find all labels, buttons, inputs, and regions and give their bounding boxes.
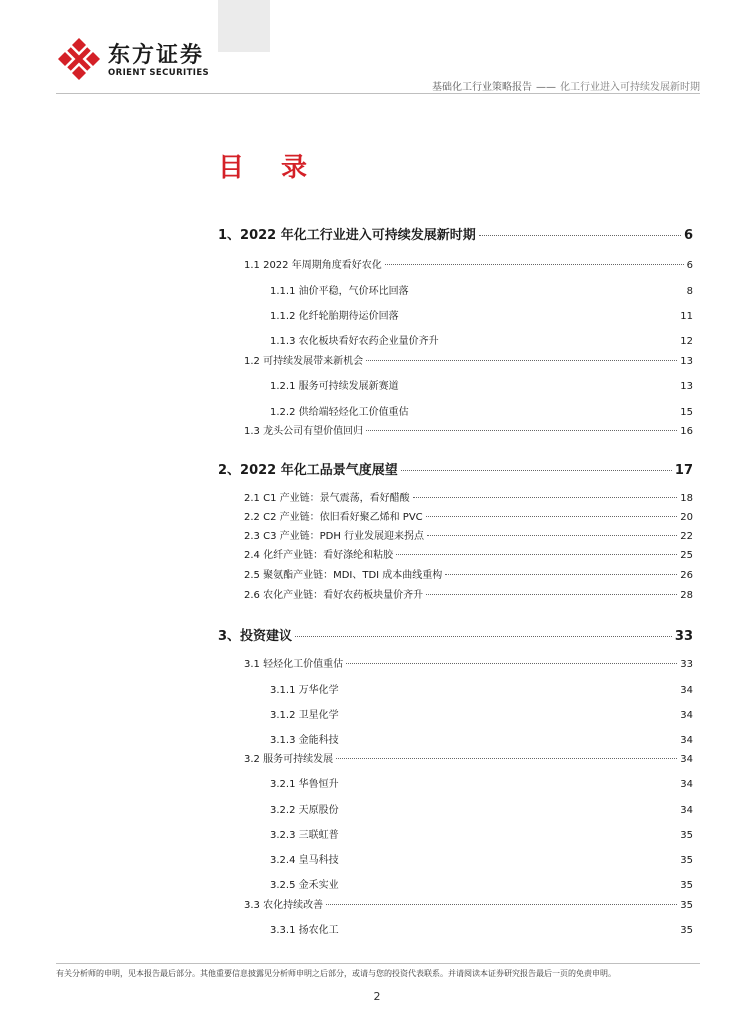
toc-dot-leader (396, 554, 677, 555)
toc-entry-label: 1.1.3 农化板块看好农药企业量价齐升 (270, 336, 439, 347)
toc-entry-label: 3.2.1 华鲁恒升 (270, 779, 339, 790)
toc-dot-leader (413, 497, 678, 498)
toc-entry[interactable] (270, 377, 693, 392)
toc-entry-page: 34 (680, 779, 693, 790)
page-number: 2 (373, 990, 381, 1003)
toc-entry-page: 33 (674, 629, 693, 644)
toc-entry[interactable] (270, 876, 693, 891)
brand-name-cn: 东方证券 (108, 43, 205, 68)
toc-entry-page: 25 (680, 550, 693, 561)
toc-entry[interactable] (244, 655, 693, 670)
toc-entry[interactable] (270, 332, 693, 347)
toc-entry-label: 1.3 龙头公司有望价值回归 (244, 426, 364, 437)
toc-entry-page: 28 (680, 590, 693, 601)
toc-entry[interactable] (270, 706, 693, 721)
toc-entry-page: 35 (680, 880, 693, 891)
toc-entry-page: 18 (680, 493, 693, 504)
toc-entry-label: 3.3 农化持续改善 (244, 900, 324, 911)
toc-entry-label: 1.1 2022 年周期角度看好农化 (244, 260, 382, 271)
toc-dot-leader (445, 574, 677, 575)
toc-dot-leader (336, 758, 677, 759)
toc-dot-leader (326, 904, 677, 905)
toc-entry-page: 13 (680, 356, 693, 367)
toc-title: 目 录 (218, 153, 322, 183)
toc-entry-label: 2.1 C1 产业链：景气震荡，看好醋酸 (244, 493, 410, 504)
toc-entry-page: 13 (680, 381, 693, 392)
toc-entry-label: 1.2 可持续发展带来新机会 (244, 356, 364, 367)
toc-entry[interactable] (270, 731, 693, 746)
toc-entry-page: 12 (680, 336, 693, 347)
toc-entry-label: 3.1.1 万华化学 (270, 685, 339, 696)
toc-entry-label: 2.6 农化产业链：看好农药板块量价齐升 (244, 590, 424, 601)
toc-entry-label: 3.2.4 皇马科技 (270, 855, 339, 866)
toc-entry-label: 2.2 C2 产业链：依旧看好聚乙烯和 PVC (244, 512, 423, 523)
toc-entry-label: 1.2.1 服务可持续发展新赛道 (270, 381, 399, 392)
toc-entry[interactable] (244, 352, 693, 367)
toc-entry-page: 15 (680, 407, 693, 418)
toc-entry[interactable] (244, 546, 693, 561)
footer-divider (56, 963, 700, 964)
toc-entry-page: 34 (680, 754, 693, 765)
toc-entry-label: 3.2.3 三联虹普 (270, 830, 339, 841)
toc-entry-page: 20 (680, 512, 693, 523)
toc-dot-leader (426, 594, 677, 595)
toc-dot-leader (479, 235, 681, 236)
toc-entry[interactable] (244, 489, 693, 504)
toc-entry-label: 1.1.2 化纤轮胎期待运价回落 (270, 311, 399, 322)
toc-entry-page: 34 (680, 685, 693, 696)
toc-dot-leader (366, 430, 677, 431)
toc-entry-label: 1.1.1 油价平稳，气价环比回落 (270, 286, 409, 297)
toc-entry[interactable] (244, 566, 693, 581)
toc-entry[interactable] (270, 801, 693, 816)
toc-entry[interactable] (218, 224, 693, 243)
toc-entry-page: 6 (683, 228, 693, 243)
toc-entry-label: 3、投资建议 (218, 629, 293, 644)
toc-entry-page: 34 (680, 710, 693, 721)
toc-entry-page: 35 (680, 900, 693, 911)
toc-entry[interactable] (218, 459, 693, 478)
toc-entry-label: 2.3 C3 产业链：PDH 行业发展迎来拐点 (244, 531, 425, 542)
toc-entry[interactable] (270, 775, 693, 790)
toc-entry[interactable] (270, 282, 693, 297)
toc-entry[interactable] (270, 851, 693, 866)
toc-entry[interactable] (244, 508, 693, 523)
toc-entry[interactable] (244, 750, 693, 765)
toc-entry-label: 3.2.2 天原股份 (270, 805, 339, 816)
toc-entry-page: 17 (674, 463, 693, 478)
toc-entry-label: 3.1.2 卫星化学 (270, 710, 339, 721)
toc-entry-page: 35 (680, 855, 693, 866)
header-separator: —— (536, 82, 556, 93)
toc-dot-leader (426, 516, 678, 517)
toc-entry[interactable] (244, 256, 693, 271)
toc-dot-leader (401, 470, 672, 471)
toc-entry[interactable] (218, 625, 693, 644)
toc-entry-label: 2.5 聚氨酯产业链：MDI、TDI 成本曲线重构 (244, 570, 443, 581)
report-subtitle: 化工行业进入可持续发展新时期 (560, 82, 700, 93)
toc-entry-label: 3.1.3 金能科技 (270, 735, 339, 746)
report-type: 基础化工行业策略报告 (432, 82, 532, 93)
toc-dot-leader (385, 264, 684, 265)
toc-dot-leader (366, 360, 677, 361)
toc-entry-page: 33 (680, 659, 693, 670)
toc-entry-label: 1、2022 年化工行业进入可持续发展新时期 (218, 228, 476, 243)
toc-entry-page: 34 (680, 735, 693, 746)
toc-entry[interactable] (244, 586, 693, 601)
toc-entry[interactable] (244, 527, 693, 542)
toc-entry-page: 6 (686, 260, 693, 271)
toc-entry[interactable] (244, 422, 693, 437)
toc-entry-page: 26 (680, 570, 693, 581)
toc-entry[interactable] (244, 896, 693, 911)
toc-dot-leader (295, 636, 672, 637)
toc-entry-page: 16 (680, 426, 693, 437)
toc-entry-page: 35 (680, 925, 693, 936)
toc-dot-leader (427, 535, 677, 536)
footer-disclaimer: 有关分析师的申明，见本报告最后部分。其他重要信息披露见分析师申明之后部分，或请与您的投资代表联系。并请阅读本证券研究报告最后一页的免责申明。 (56, 969, 616, 978)
toc-dot-leader (346, 663, 677, 664)
toc-entry[interactable] (270, 307, 693, 322)
toc-entry-page: 11 (680, 311, 693, 322)
toc-entry-label: 3.2.5 金禾实业 (270, 880, 339, 891)
toc-entry[interactable] (270, 403, 693, 418)
toc-entry-page: 22 (680, 531, 693, 542)
toc-entry-page: 35 (680, 830, 693, 841)
toc-entry-label: 2.4 化纤产业链：看好涤纶和粘胶 (244, 550, 394, 561)
toc-entry-page: 34 (680, 805, 693, 816)
toc-entry-label: 1.2.2 供给端轻烃化工价值重估 (270, 407, 409, 418)
toc-entry-label: 3.2 服务可持续发展 (244, 754, 334, 765)
toc-entry-page: 8 (686, 286, 693, 297)
toc-entry-label: 3.1 轻烃化工价值重估 (244, 659, 344, 670)
toc-entry[interactable] (270, 921, 693, 936)
brand-name-en: ORIENT SECURITIES (108, 68, 210, 78)
toc-entry-label: 3.3.1 扬农化工 (270, 925, 339, 936)
toc-entry[interactable] (270, 826, 693, 841)
toc-entry[interactable] (270, 681, 693, 696)
toc-entry-label: 2、2022 年化工品景气度展望 (218, 463, 398, 478)
